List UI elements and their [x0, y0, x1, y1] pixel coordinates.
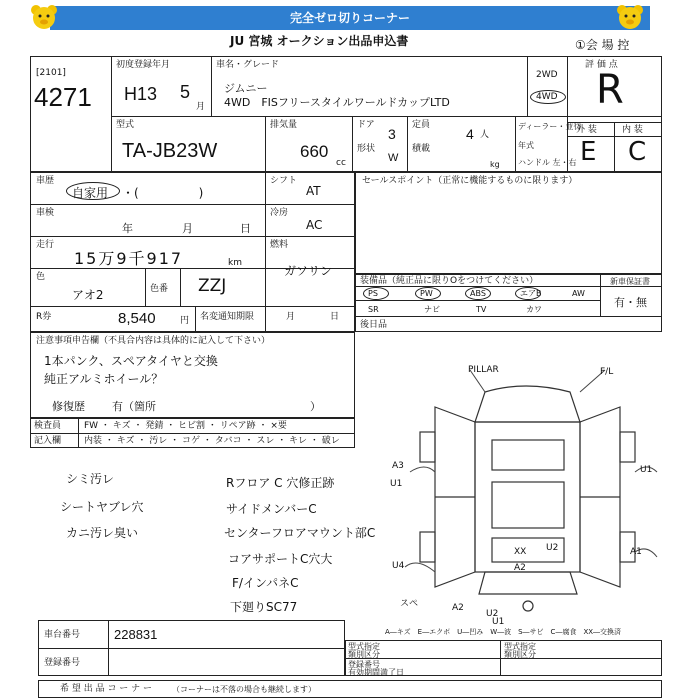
mileage-label: 走行: [36, 240, 55, 250]
usage-value: 自家用: [72, 186, 109, 200]
damage-mark: A2: [452, 603, 464, 613]
equipment-item: PS: [368, 289, 378, 298]
equipment-circle: [515, 287, 541, 300]
damage-mark: U1: [492, 617, 505, 627]
mileage-value: 15万9千917: [74, 249, 184, 268]
drive-4wd: 4WD: [536, 92, 558, 102]
handwritten-note: コアサポートC穴大: [228, 552, 333, 566]
repair-close: ）: [310, 400, 321, 413]
year-label: 年式: [518, 141, 534, 150]
inspector-label-2: 記入欄: [34, 436, 62, 446]
equipment-item: エアB: [520, 289, 542, 298]
damage-mark: A1: [630, 547, 642, 557]
handwritten-note: センターフロアマウント部C: [224, 526, 376, 540]
damage-mark: U1: [390, 479, 403, 489]
type-designation-label-2: 型式指定: [504, 642, 536, 651]
shape-label: 形状: [357, 144, 376, 154]
copy-label: ①会 場 控: [575, 38, 630, 52]
interior-label: 内 装: [622, 125, 643, 135]
fuel-value: ガソリン: [284, 264, 333, 278]
registration-month-unit: 月: [196, 102, 206, 112]
notice-day-unit: 日: [330, 312, 340, 322]
type-designation-label: 型式指定: [348, 642, 380, 651]
score-label: 評 価 点: [585, 60, 618, 70]
notice-month-unit: 月: [286, 312, 296, 322]
vehicle-grade: 4WD FISフリースタイルワールドカップLTD: [224, 96, 450, 109]
doors-label: ドア: [357, 120, 375, 130]
after-parts-label: 後日品: [360, 320, 388, 330]
equipment-item: ナビ: [424, 305, 440, 314]
inspection-month-unit: 月: [182, 222, 193, 235]
bear-mascot-icon: [616, 4, 644, 30]
auction-title: JU 宮城 オークション出品申込書: [230, 34, 409, 48]
usage-other: ・( ): [122, 186, 204, 200]
notes-label: 注意事項申告欄（不具合内容は具体的に記入して下さい）: [36, 336, 271, 346]
equipment-item: AW: [572, 289, 585, 298]
bear-mascot-icon: [30, 4, 58, 30]
frame-number-label: 車台番号: [44, 630, 81, 640]
inspection-label: 車検: [36, 208, 55, 218]
dealer-label: ディーラー・並行: [518, 122, 582, 131]
damage-mark: F/L: [600, 367, 614, 377]
shape-value: W: [388, 152, 399, 164]
capacity-unit: 人: [480, 130, 490, 140]
capacity-value: 4: [466, 126, 474, 142]
handle-label: ハンドル 左・右: [518, 158, 577, 167]
check-row-1: FW ・ キズ ・ 発錆 ・ ヒビ割 ・ リペア跡 ・ ×要: [84, 421, 287, 431]
equipment-item: TV: [476, 305, 487, 314]
equipment-item: ABS: [470, 289, 486, 298]
recycle-value: 8,540: [118, 310, 156, 327]
reg-date-label: 登録番号: [348, 660, 380, 669]
inspection-year-unit: 年: [122, 222, 133, 235]
equipment-item: SR: [368, 305, 379, 314]
shift-value: AT: [306, 184, 321, 198]
check-row-2: 内装 ・ キズ ・ 汚レ ・ コゲ ・ タバコ ・ スレ ・ キレ ・ 破レ: [84, 436, 340, 446]
sales-point-label: セールスポイント（正常に機能するものに限ります）: [362, 176, 578, 186]
damage-mark: XX: [514, 547, 527, 557]
banner-title: 完全ゼロ切りコーナー: [50, 6, 650, 30]
doors-value: 3: [388, 126, 396, 142]
desired-corner-label: 希 望 出 品 コ ー ナ ー: [60, 684, 153, 694]
recycle-label: R券: [36, 312, 52, 322]
damage-mark: U2: [546, 543, 559, 553]
usage-label: 車歴: [36, 176, 55, 186]
score-value: R: [596, 67, 624, 113]
expiry-label: 有効期間満了日: [348, 668, 404, 677]
handwritten-note: サイドメンバーC: [226, 502, 317, 516]
equipment-circle: [465, 287, 491, 300]
entry-code: [2101]: [36, 68, 66, 78]
handwritten-note: 下廻りSC77: [230, 600, 298, 614]
model-value: TA-JB23W: [122, 140, 218, 162]
notes-line-2: 純正アルミホイール？: [44, 372, 164, 386]
damage-mark: U1: [640, 465, 653, 475]
damage-mark: PILLAR: [468, 365, 499, 375]
mileage-unit: km: [228, 258, 242, 268]
displacement-unit: cc: [336, 158, 346, 168]
handwritten-note: Rフロア C 穴修正跡: [226, 476, 335, 490]
registration-label: 初度登録年月: [116, 60, 171, 70]
displacement-value: 660: [300, 142, 329, 161]
handwritten-note: シミ汚レ: [66, 472, 115, 486]
notice-label: 名変通知期限: [200, 312, 255, 322]
registration-month: 5: [180, 82, 191, 102]
equipment-label: 装備品（純正品に限りOをつけてください）: [360, 276, 539, 286]
repair-label: 修復歴: [52, 400, 85, 413]
equipment-circle: [363, 287, 389, 300]
inspector-label-1: 検査員: [34, 421, 62, 431]
plate-number-label: 登録番号: [44, 658, 81, 668]
class-label-2: 類別区分: [504, 650, 536, 659]
color-value: アオ2: [72, 288, 104, 302]
handwritten-note: カニ汚レ臭い: [66, 526, 139, 540]
damage-mark: A3: [392, 461, 404, 471]
fuel-label: 燃料: [270, 240, 289, 250]
equipment-circle: [415, 287, 441, 300]
interior-value: C: [628, 137, 647, 167]
frame-number-value: 228831: [114, 627, 158, 642]
exterior-value: E: [580, 137, 597, 167]
inspection-day-unit: 日: [240, 222, 251, 235]
car-damage-diagram: [395, 362, 665, 612]
desired-corner-note: （コーナーは不落の場合も継続します）: [172, 685, 316, 694]
displacement-label: 排気量: [270, 120, 298, 130]
notes-line-1: 1本パンク、スペアタイヤと交換: [44, 354, 218, 368]
vehicle-name-label: 車名・グレード: [216, 60, 280, 70]
exterior-label: 外 装: [576, 125, 597, 135]
shift-label: シフト: [270, 176, 298, 186]
load-unit: kg: [490, 160, 500, 169]
repair-value: 有（箇所: [112, 400, 156, 413]
aircon-value: AC: [306, 218, 323, 232]
registration-era: H13: [124, 84, 158, 104]
color-code-label: 色番: [150, 284, 169, 294]
damage-mark: U2: [486, 609, 499, 619]
sales-point-block: [355, 172, 662, 274]
load-label: 積載: [412, 144, 431, 154]
damage-mark: A2: [514, 563, 526, 573]
aircon-label: 冷房: [270, 208, 289, 218]
damage-mark: スペ: [400, 599, 419, 609]
handwritten-note: F/インパネC: [232, 576, 299, 590]
equipment-item: PW: [420, 289, 433, 298]
class-label: 類別区分: [348, 650, 380, 659]
new-car-warranty-value: 有・無: [614, 296, 647, 309]
color-code-value: ZZJ: [198, 276, 227, 296]
drive-2wd: 2WD: [536, 70, 558, 80]
recycle-unit: 円: [180, 316, 190, 326]
capacity-label: 定員: [412, 120, 431, 130]
color-label: 色: [36, 272, 46, 282]
model-label: 型式: [116, 120, 135, 130]
damage-mark: U4: [392, 561, 405, 571]
damage-legend: A―キズ E―エクボ U―凹み W―波 S―サビ C―腐食 XX―交換済: [385, 628, 622, 636]
handwritten-note: シートヤブレ穴: [60, 500, 144, 514]
entry-number: 4271: [34, 82, 92, 112]
vehicle-name: ジムニー: [224, 82, 268, 95]
equipment-item: カワ: [526, 305, 542, 314]
new-car-warranty-label: 新車保証書: [610, 277, 650, 286]
